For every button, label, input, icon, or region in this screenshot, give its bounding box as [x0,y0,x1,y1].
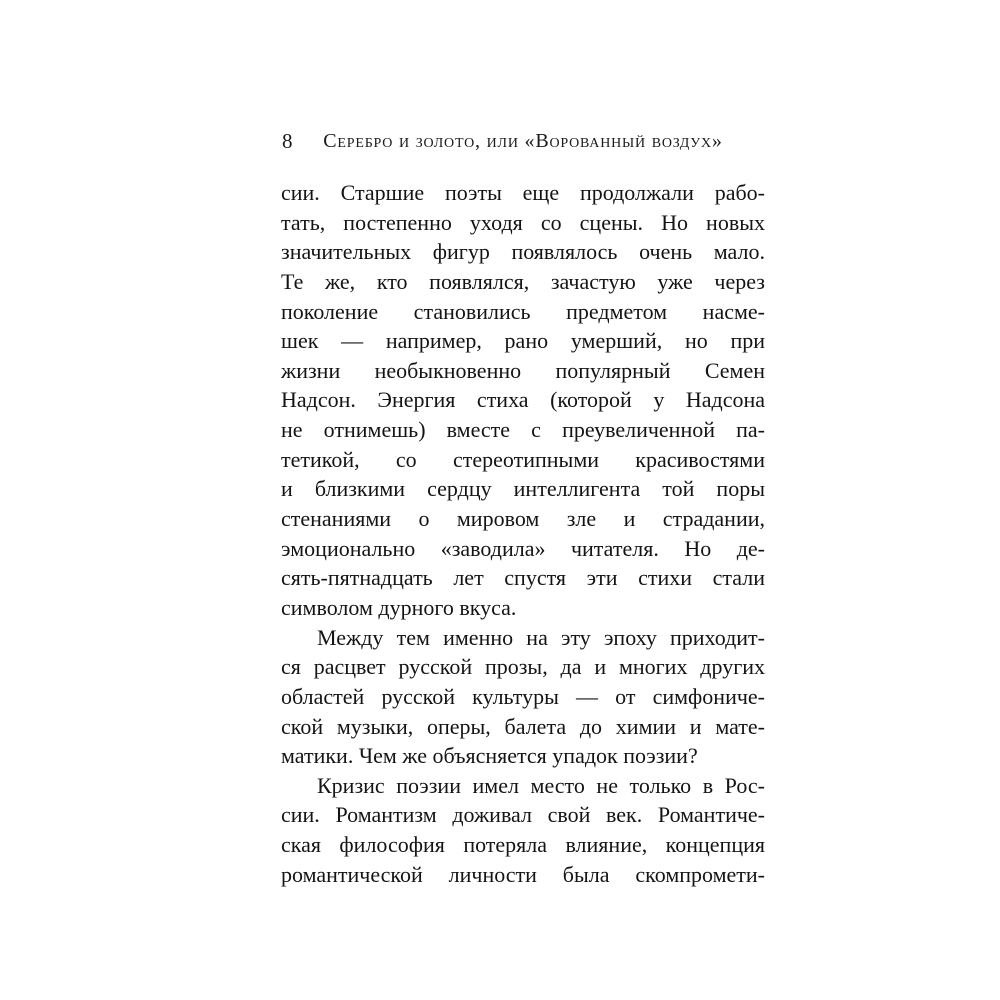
text-line: и близкими сердцу интеллигента той поры [281,476,765,502]
text-line: значительных фигур появлялось очень мало. [281,239,765,265]
text-line: областей русской культуры — от симфониче- [281,683,765,709]
text-line: Те же, кто появлялся, зачастую уже через [281,268,765,294]
text-line: Между тем именно на эту эпоху приходит- [317,624,765,650]
text-line: тать, постепенно уходя со сцены. Но новых [281,209,765,235]
text-line: ская философия потеряла влияние, концепция [281,832,765,858]
text-line: ся расцвет русской прозы, да и многих других [281,654,765,680]
text-line: стенаниями о мировом зле и страдании, [281,506,765,532]
text-line: не отнимешь) вместе с преувеличенной па- [281,417,765,443]
text-line: жизни необыкновенно популярный Семен [281,357,765,383]
text-line: шек — например, рано умерший, но при [281,328,765,354]
text-line: ской музыки, оперы, балета до химии и мате- [281,713,765,739]
text-line: символом дурного вкуса. [281,594,517,620]
page-header [281,130,765,152]
page-content [281,130,765,889]
text-line: тетикой, со стереотипными красивостями [281,446,765,472]
text-line: Надсон. Энергия стиха (которой у Надсона [281,387,765,413]
text-line: сии. Старшие поэты еще продолжали рабо- [281,180,765,205]
text-line: поколение становились предметом насме- [281,298,765,324]
text-line: эмоционально «заводила» читателя. Но де- [281,535,765,561]
text-line: матики. Чем же объясняется упадок поэзии? [281,743,698,769]
text-line: сии. Романтизм доживал свой век. Романтиче- [281,802,765,828]
text-line: Кризис поэзии имел место не только в Рос- [317,772,765,798]
page-number: 8 [282,129,293,153]
page-body [281,178,765,889]
text-line: романтической личности была скомпромети- [281,861,765,887]
text-line: сять-пятнадцать лет спустя эти стихи стали [281,565,765,591]
running-title: Серебро и золото, или «Ворованный воздух» [323,130,723,152]
